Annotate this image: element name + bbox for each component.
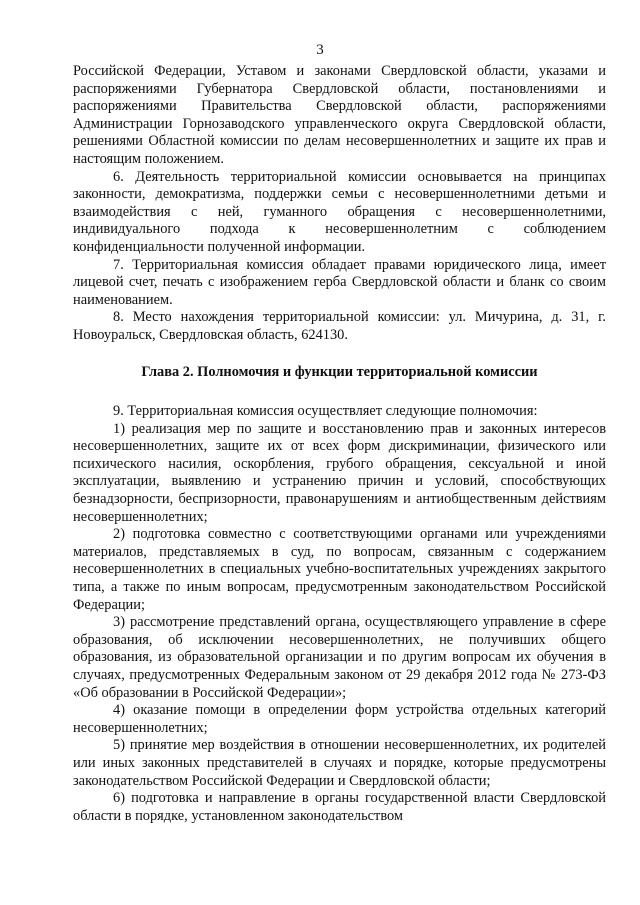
page-number: 3 [316, 42, 324, 58]
subitem-4: 4) оказание помощи в определении форм устройства отдельных категорий несовершеннолетних; [73, 702, 606, 736]
document-body [73, 63, 606, 825]
paragraph-item-6: 6. Деятельность территориальной комиссии основывается на принципах законности, демократизма, поддержки семьи с несовершеннолетними детьми и взаимодействия с ней, гуманного обращения с несовершеннолетними, индивидуального подхода к несовершеннолетним с соблюдением конфиденциальности полученной информации. [73, 168, 606, 255]
subitem-6: 6) подготовка и направление в органы государственной власти Свердловской области в порядке, установленном законодательством [73, 790, 606, 824]
paragraph-continuation: Российской Федерации, Уставом и законами Свердловской области, указами и распоряжениями Губернатора Свердловской области, постановлениями и распоряжениями Правительства Свердловской области, распоряжениями Администрации Горнозаводского управленческого округа Свердловской области, решениями Областной комиссии по делам несовершеннолетних и защите их прав и настоящим положением. [73, 63, 606, 167]
paragraph-item-8: 8. Место нахождения территориальной комиссии: ул. Мичурина, д. 31, г. Новоуральск, Свердловская область, 624130. [73, 309, 606, 343]
subitem-5: 5) принятие мер воздействия в отношении несовершеннолетних, их родителей или иных законных представителей в случаях и порядке, которые предусмотрены законодательством Российской Федерации и Свердловской области; [73, 737, 606, 789]
subitem-1: 1) реализация мер по защите и восстановлению прав и законных интересов несовершеннолетних, защите их от всех форм дискриминации, физического или психического насилия, оскорбления, грубого обращения, сексуальной и иной эксплуатации, выявлению и устранению причин и условий, способствующих безнадзорности, беспризорности, правонарушениям и антиобщественным действиям несовершеннолетних; [73, 420, 606, 525]
paragraph-item-9: 9. Территориальная комиссия осуществляет следующие полномочия: [113, 403, 538, 420]
subitem-2: 2) подготовка совместно с соответствующими органами или учреждениями материалов, представляемых в суд, по вопросам, связанным с содержанием несовершеннолетних в специальных учебно-воспитательных учреждениях закрытого типа, а также по иным вопросам, предусмотренным законодательством Российской Федерации; [73, 526, 606, 613]
paragraph-item-7: 7. Территориальная комиссия обладает правами юридического лица, имеет лицевой счет, печать с изображением герба Свердловской области и бланк со своим наименованием. [73, 256, 606, 308]
chapter-heading: Глава 2. Полномочия и функции территориальной комиссии [141, 363, 538, 380]
subitem-3: 3) рассмотрение представлений органа, осуществляющего управление в сфере образования, об исключении несовершеннолетних, не получивших общего образования, из образовательной организации и по другим вопросам их обучения в случаях, предусмотренных Федеральным законом от 29 декабря 2012 года № 273-ФЗ «Об образовании в Российской Федерации»; [73, 614, 606, 701]
